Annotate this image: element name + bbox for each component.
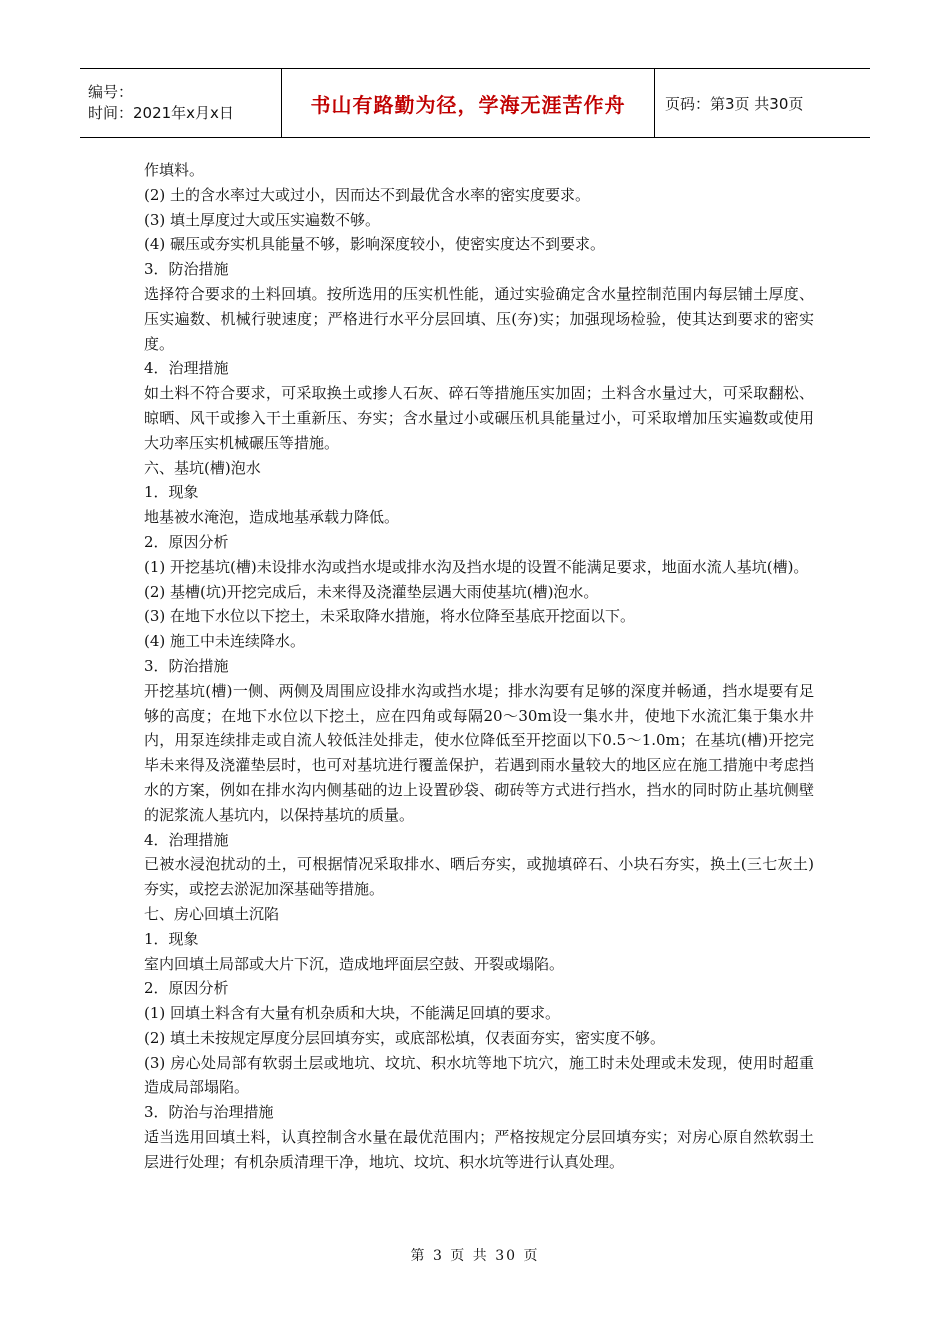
paragraph: (4) 碾压或夯实机具能量不够，影响深度较小，使密实度达不到要求。 <box>144 235 606 254</box>
number-label: 编号： <box>88 83 134 101</box>
section-heading: 3．防治措施 <box>144 260 229 279</box>
chapter-heading: 七、房心回填土沉陷 <box>144 904 280 923</box>
chapter-heading: 六、基坑(槽)泡水 <box>144 458 261 477</box>
paragraph: (3) 房心处局部有软弱土层或地坑、坟坑、积水坑等地下坑穴，施工时未处理或未发现，使用时超重造成局部塌陷。 <box>144 1053 814 1097</box>
paragraph: (2) 填土未按规定厚度分层回填夯实，或底部松填，仅表面夯实，密实度不够。 <box>144 1028 666 1047</box>
header-page-cell <box>655 69 870 137</box>
page-label: 页码：第3页 共30页 <box>665 94 804 113</box>
header-meta <box>80 69 282 137</box>
paragraph: 已被水浸泡扰动的土，可根据情况采取排水、晒后夯实，或抛填碎石、小块石夯实，换土(三七灰土)夯实，或挖去淤泥加深基础等措施。 <box>144 855 814 899</box>
section-heading: 2．原因分析 <box>144 532 229 551</box>
paragraph: 作填料。 <box>144 161 205 179</box>
paragraph: (2) 土的含水率过大或过小，因而达不到最优含水率的密实度要求。 <box>144 185 591 204</box>
section-heading: 3．防治与治理措施 <box>144 1103 274 1122</box>
header-motto-cell <box>282 69 655 137</box>
section-heading: 2．原因分析 <box>144 979 229 998</box>
section-heading: 3．防治措施 <box>144 656 229 675</box>
paragraph: 地基被水淹泡，造成地基承载力降低。 <box>144 508 400 527</box>
paragraph: 开挖基坑(槽)一侧、两侧及周围应设排水沟或挡水堤；排水沟要有足够的深度并畅通，挡水堤要有足够的高度；在地下水位以下挖土，应在四角或每隔20～30m设一集水井，使地下水流汇集于集水井内，用泵连续排走或自流人较低洼处排走，使水位降低至开挖面以下0.5～1.0m；在基坑(槽)开挖完毕未来得及浇灌垫层时，也可对基坑进行覆盖保护，若遇到雨水量较大的地区应在施工措施中考虑挡水的方案，例如在排水沟内侧基础的边上设置砂袋、砌砖等方式进行挡水，挡水的同时防止基坑侧壁的泥浆流人基坑内，以保持基坑的质量。 <box>144 681 814 824</box>
paragraph: 适当选用回填土料，认真控制含水量在最优范围内；严格按规定分层回填夯实；对房心原自然软弱土层进行处理；有机杂质清理干净，地坑、坟坑、积水坑等进行认真处理。 <box>144 1128 814 1171</box>
paragraph: 选择符合要求的土料回填。按所选用的压实机性能，通过实验确定含水量控制范围内每层铺土厚度、压实遍数、机械行驶速度；严格进行水平分层回填、压(夯)实；加强现场检验，使其达到要求的密实度。 <box>144 284 814 353</box>
document-body <box>144 158 814 1175</box>
paragraph: (1) 回填土料含有大量有机杂质和大块，不能满足回填的要求。 <box>144 1004 561 1023</box>
page-footer: 第 3 页 共 30 页 <box>410 1248 540 1264</box>
paragraph: (4) 施工中未连续降水。 <box>144 632 306 651</box>
section-heading: 4．治理措施 <box>144 359 229 378</box>
section-heading: 1．现象 <box>144 483 199 502</box>
page-header <box>80 68 870 138</box>
paragraph: (3) 在地下水位以下挖土，未采取降水措施，将水位降至基底开挖面以下。 <box>144 607 636 626</box>
paragraph: (1) 开挖基坑(槽)未设排水沟或挡水堤或排水沟及挡水堤的设置不能满足要求，地面水流人基坑(槽)。 <box>144 557 809 576</box>
section-heading: 4．治理措施 <box>144 830 229 849</box>
paragraph: (2) 基槽(坑)开挖完成后，未来得及浇灌垫层遇大雨使基坑(槽)泡水。 <box>144 582 599 601</box>
section-heading: 1．现象 <box>144 929 199 948</box>
paragraph: 如土料不符合要求，可采取换土或掺人石灰、碎石等措施压实加固；土料含水量过大，可采取翻松、晾晒、风干或掺入干土重新压、夯实；含水量过小或碾压机具能量过小，可采取增加压实遍数或使用大功率压实机械碾压等措施。 <box>144 384 814 452</box>
paragraph: 室内回填土局部或大片下沉，造成地坪面层空鼓、开裂或塌陷。 <box>144 954 565 973</box>
paragraph: (3) 填土厚度过大或压实遍数不够。 <box>144 210 381 229</box>
motto: 书山有路勤为径，学海无涯苦作舟 <box>310 92 626 117</box>
time-label: 时间：2021年x月x日 <box>88 104 234 122</box>
